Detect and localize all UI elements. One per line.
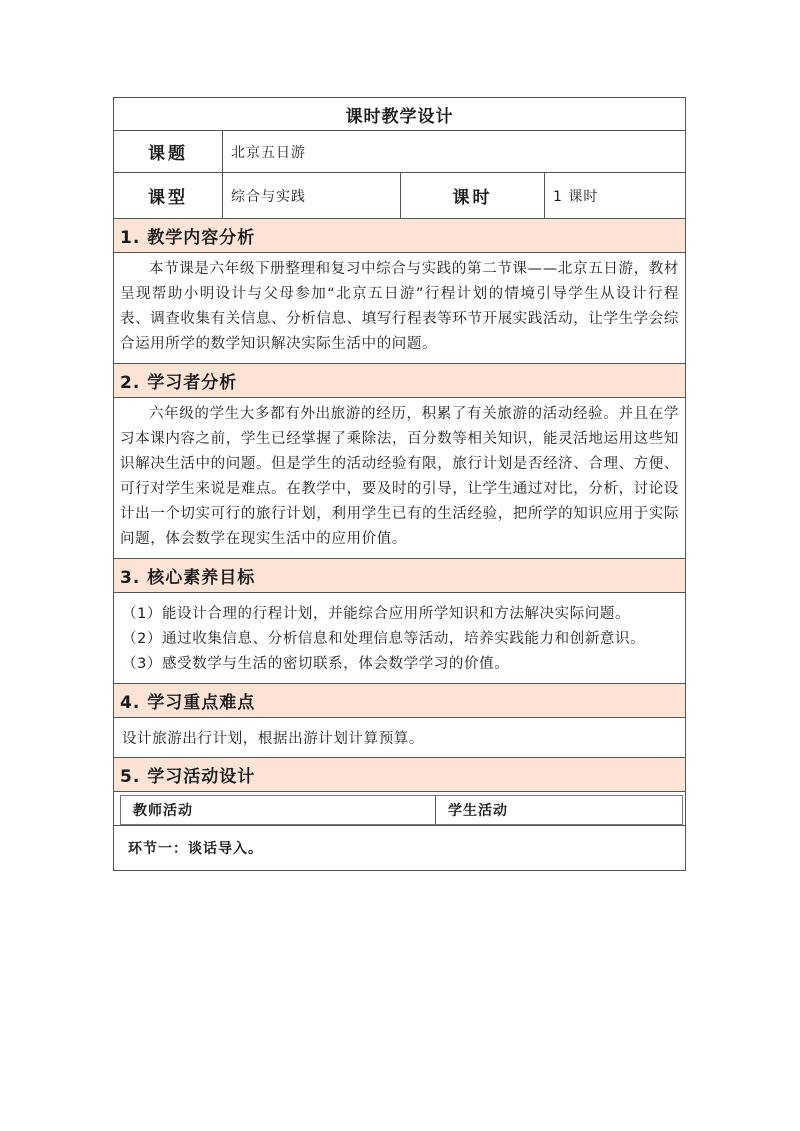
lesson-design-table (113, 97, 686, 871)
type-value: 综合与实践 (223, 173, 401, 218)
goal-item: （1）能设计合理的行程计划，并能综合应用所学知识和方法解决实际问题。 (122, 606, 631, 622)
learner-analysis-body (114, 398, 685, 559)
type-row (114, 173, 685, 219)
content-analysis-body (114, 253, 685, 364)
hours-label: 课时 (401, 173, 545, 218)
key-points-text: 设计旅游出行计划，根据出游计划计算预算。 (114, 718, 685, 758)
topic-value: 北京五日游 (231, 144, 306, 161)
type-label: 课型 (114, 173, 223, 218)
content-analysis-text: 本节课是六年级下册整理和复习中综合与实践的第二节课——北京五日游，教材呈现帮助小明设计与父母参加“北京五日游”行程计划的情境引导学生从设计行程表、调查收集有关信息、分析信息、填写行程表等环节开展实践活动，让学生学会综合运用所学的数学知识解决实际生活中的问题。 (120, 261, 679, 352)
activity-step-1: 环节一：谈话导入。 (128, 841, 263, 857)
section-heading-activity-design: 5. 学习活动设计 (114, 758, 685, 792)
goal-item: （3）感受数学与生活的密切联系，体会数学学习的价值。 (122, 656, 510, 672)
topic-row (114, 131, 685, 173)
section-heading-content-analysis: 1. 教学内容分析 (114, 219, 685, 253)
hours-value: 1 课时 (553, 188, 599, 205)
section-heading-core-goals: 3. 核心素养目标 (114, 559, 685, 593)
teacher-activity-header: 教师活动 (121, 796, 436, 824)
section-heading-key-points: 4. 学习重点难点 (114, 684, 685, 718)
document-title: 课时教学设计 (114, 98, 685, 131)
learner-analysis-text: 六年级的学生大多都有外出旅游的经历，积累了有关旅游的活动经验。并且在学习本课内容之前，学生已经掌握了乘除法，百分数等相关知识，能灵活地运用这些知识解决生活中的问题。但是学生的活动经验有限，旅行计划是否经济、合理、方便、可行对学生来说是难点。在教学中，要及时的引导，让学生通过对比，分析，讨论设计出一个切实可行的旅行计划，利用学生已有的生活经验，把所学的知识应用于实际问题，体会数学在现实生活中的应用价值。 (120, 406, 679, 547)
topic-label: 课题 (114, 131, 223, 172)
student-activity-header: 学生活动 (448, 803, 508, 819)
goal-item: （2）通过收集信息、分析信息和处理信息等活动，培养实践能力和创新意识。 (122, 631, 646, 647)
section-heading-learner-analysis: 2. 学习者分析 (114, 364, 685, 398)
core-goals-body (114, 593, 685, 684)
activity-header-inner (120, 795, 683, 825)
activity-header-row (114, 792, 685, 826)
